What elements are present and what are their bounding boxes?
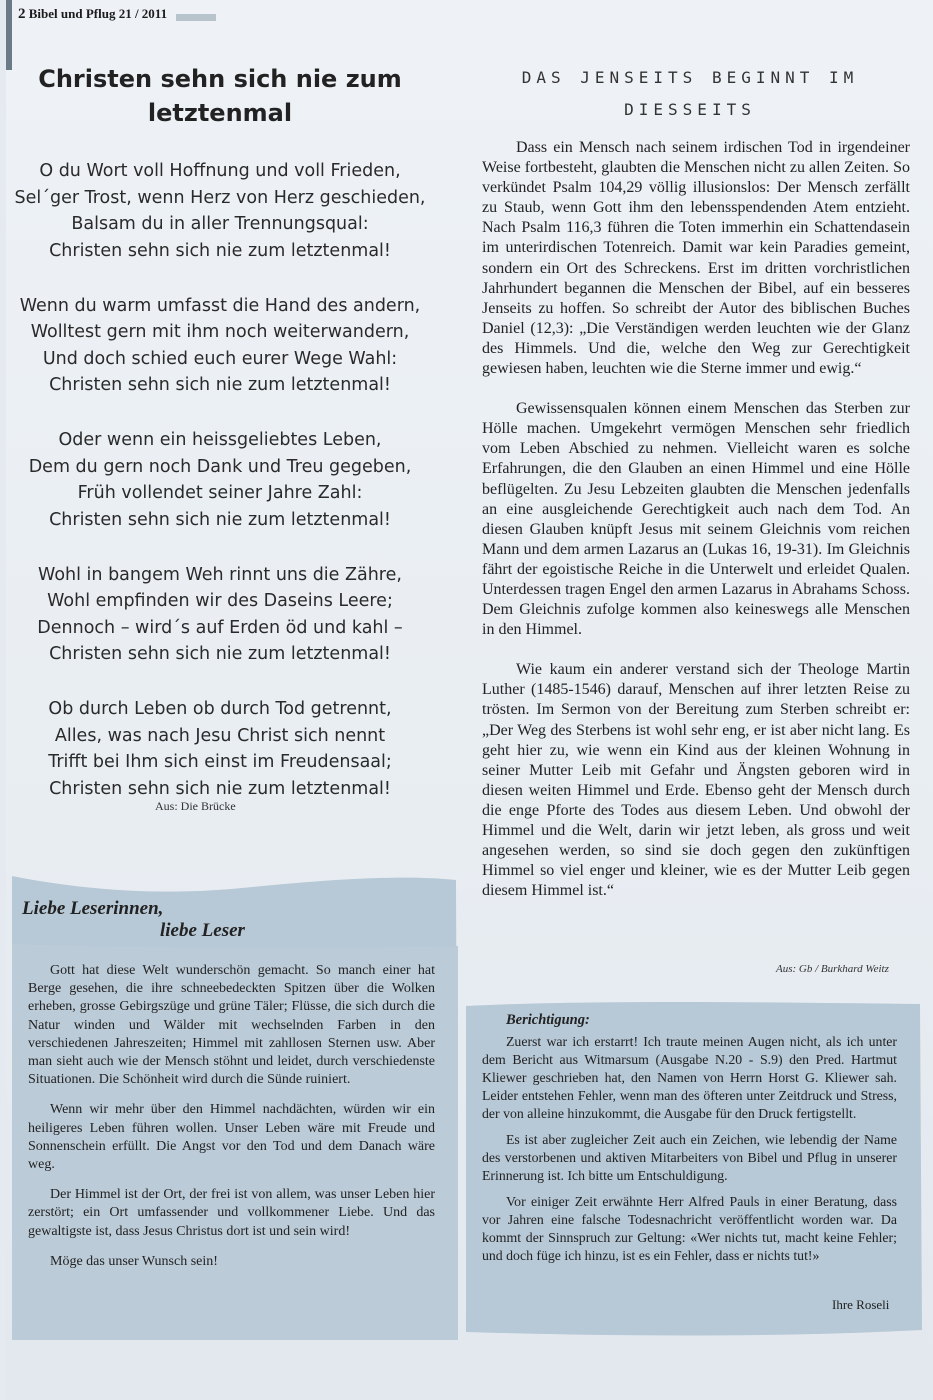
reader-letter-paragraph: Wenn wir mehr über den Himmel nachdächten, würden wir ein heiligeres Leben führen wollen. Unser Leben wäre mit Freude und Sonnenschein erfüllt. Die Angst vor den Tod und dem Danach wäre weg. (28, 1102, 435, 1173)
reader-letter-paragraph: Möge das unser Wunsch sein! (50, 1253, 218, 1269)
page-number: 2 (18, 6, 26, 22)
poem-line: Ob durch Leben ob durch Tod getrennt, (48, 699, 392, 719)
poem-stanza (10, 293, 430, 399)
poem-line: Wohl empfinden wir des Daseins Leere; (47, 591, 393, 611)
poem-line: O du Wort voll Hoffnung und voll Frieden, (39, 161, 401, 181)
correction-paragraph: Zuerst war ich erstarrt! Ich traute meinen Augen nicht, als ich unter dem Bericht aus Witmarsum (Ausgabe N.20 - S.9) den Pred. Hartmut Kliewer geschrieben hat, den Namen von Herrn Horst G. Kliewer sah. Leider entstehen Fehler, wenn man des öfteren unter Zeitdruck und Stress, der von alleine hinzukommt, die Ausgabe für den Druck fertigstellt. (482, 1034, 897, 1121)
poem-body (10, 158, 430, 831)
poem-title (30, 62, 410, 130)
poem-stanza (10, 562, 430, 668)
poem-source: Aus: Die Brücke (155, 799, 236, 813)
poem-line: Oder wenn ein heissgeliebtes Leben, (58, 430, 382, 450)
reader-letter-paragraph: Gott hat diese Welt wunderschön gemacht. So manch einer hat Berge gesehen, die ihre schneebedeckten Spitzen über die Wolken erheben, grosse Gebirgszüge und grüne Täler; Flüsse, die sich durch die Natur winden und Wälder mit wechselnden Farben in den verschiedenen Jahreszeiten; Himmel mit zahllosen Sternen usw. Aber man sieht auch wie der Mensch stöhnt und leidet, durch verschiedenste Situationen. Die Schönheit wird durch die Sünde ruiniert. (28, 963, 435, 1088)
article-title-line-2: DIESSEITS (624, 100, 756, 119)
poem-line: Christen sehn sich nie zum letztenmal! (49, 778, 391, 799)
poem-line: Früh vollendet seiner Jahre Zahl: (77, 483, 363, 503)
poem-line: Christen sehn sich nie zum letztenmal! (49, 240, 391, 261)
poem-stanza (10, 427, 430, 533)
poem-line: Christen sehn sich nie zum letztenmal! (49, 375, 391, 395)
reader-letter-body (28, 962, 435, 1283)
poem-line: Wolltest gern mit ihm noch weiterwandern, (30, 322, 410, 342)
reader-letter-title-line-2: liebe Leser (160, 920, 245, 941)
page-header (18, 6, 167, 23)
article-paragraph: Dass ein Mensch nach seinem irdischen Tod in irgendeiner Weise fortbesteht, glaubten die Menschen nicht zu allen Zeiten. So verkündet Psalm 104,29 völlig illusionslos: Der Mensch zerfällt zu Staub, wenn Gott ihm den lebensspendenden Atem entzieht. Nach Psalm 116,3 führen die Toten immerhin ein Schattendasein im unterirdischen Totenreich. Damit war kein Paradies gemeint, sondern ein Ort des Schreckens. Erst im dritten vorchristlichen Jahrhundert begannen die Menschen der Bibel, auf ein besseres Jenseits zu hoffen. So schreibt der Autor des biblischen Buches Daniel (12,3): „Die Verständigen werden leuchten wie der Glanz des Himmels. Und die, welche den Weg zur Gerechtigkeit gewiesen haben, leuchten wie die Sterne immer und ewig.“ (482, 139, 910, 378)
article-title (480, 62, 900, 126)
poem-title-line-1: Christen sehn sich nie zum (38, 65, 402, 93)
poem-title-line-2: letztenmal (147, 99, 293, 127)
poem-line: Dennoch – wird´s auf Erden öd und kahl – (37, 617, 403, 638)
article-title-line-1: DAS JENSEITS BEGINNT IM (521, 68, 859, 87)
poem-line: Und doch schied euch eurer Wege Wahl: (42, 348, 398, 369)
poem-line: Wohl in bangem Weh rinnt uns die Zähre, (38, 564, 402, 585)
header-bar (176, 14, 216, 21)
article-paragraph: Wie kaum ein anderer verstand sich der Theologe Martin Luther (1485-1546) darauf, Menschen auf ihrer letzten Reise zu trösten. Im Sermon von der Bereitung zum Sterben schreibt er: „Der Weg des Sterbens ist wohl sehr eng, er ist aber nicht lang. Es geht hier zu, wie wenn ein Kind aus der kleinen Wohnung in seiner Mutter Leib mit Gefahr und Ängsten geboren wird in diesen weiten Himmel und Erde. Ebenso geht der Mensch durch die enge Pforte des Todes aus diesem Leben. Und obwohl der Himmel und die Welt, darin wir jetzt leben, als gross und weit angesehen werden, so sind sie doch gegen den zukünftigen Himmel so viel enger und kleiner, wie es der Mutter Leib gegen diesem Himmel ist.“ (482, 661, 910, 900)
reader-letter-title-line-1: Liebe Leserinnen, (22, 898, 164, 919)
article-source: Aus: Gb / Burkhard Weitz (776, 963, 889, 975)
correction-paragraph: Vor einiger Zeit erwähnte Herr Alfred Pauls in einer Beratung, dass vor Jahren eine falsche Todesnachricht veröffentlicht worden war. Da kommt der Sinnspruch zur Geltung: «Wer nichts tut, macht keine Fehler; und doch füge ich hinzu, ist es ein Fehler, dass er nichts tut!» (482, 1194, 897, 1263)
publication-name: Bibel und Pflug 21 / 2011 (28, 6, 168, 21)
correction-paragraph: Es ist aber zugleicher Zeit auch ein Zeichen, wie lebendig der Name des verstorbenen und aktiven Mitarbeiters von Bibel und Pflug in unserer Erinnerung ist. Ich bitte um Entschuldigung. (482, 1132, 897, 1183)
poem-line: Christen sehn sich nie zum letztenmal! (49, 509, 391, 530)
reader-letter-paragraph: Der Himmel ist der Ort, der frei ist von allem, was unser Leben hier zerstört; ein Ort umfassender und vollkommener Liebe. Und das gewaltigste ist, dass Jesus Christus dort ist und sein wird! (28, 1187, 435, 1239)
correction-signature: Ihre Roseli (832, 1297, 890, 1312)
page-edge-shadow (6, 0, 12, 70)
poem-stanza (10, 158, 430, 264)
article-paragraph: Gewissensqualen können einem Menschen das Sterben zur Hölle machen. Umgekehrt vermögen Menschen sehr friedlich vom Leben Abschied zu nehmen. Vielleicht waren es solche Erfahrungen, die den Glauben an einen Himmel und eine Hölle beflügelten. Zu Jesu Lebzeiten glaubten die Menschen jedenfalls an eine ausgleichende Gerechtigkeit auch nach dem Tod. An diesen Glauben knüpft Jesus mit seinem Gleichnis vom reichen Mann und dem armen Lazarus an (Lukas 16, 19-31). Im Gleichnis fährt der egoistische Reiche in die Unterwelt und erleidet Qualen. Unterdessen tragen Engel den armen Lazarus in Abrahams Schoss. Dem Gleichnis zufolge kommen also keineswegs alle Menschen in den Himmel. (482, 400, 910, 639)
poem-line: Trifft bei Ihm sich einst im Freudensaal; (48, 752, 392, 772)
correction-body (482, 1033, 897, 1273)
poem-line: Dem du gern noch Dank und Treu gegeben, (28, 456, 412, 477)
poem-line: Christen sehn sich nie zum letztenmal! (49, 644, 391, 664)
poem-line: Wenn du warm umfasst die Hand des andern, (19, 295, 421, 316)
correction-title: Berichtigung: (506, 1012, 590, 1028)
article-body (482, 138, 910, 901)
poem-line: Sel´ger Trost, wenn Herz von Herz geschieden, (14, 187, 426, 208)
poem-line: Alles, was nach Jesu Christ sich nennt (54, 725, 386, 746)
poem-line: Balsam du in aller Trennungsqual: (71, 214, 369, 234)
reader-letter-title (22, 898, 245, 942)
poem-stanza (10, 696, 430, 802)
